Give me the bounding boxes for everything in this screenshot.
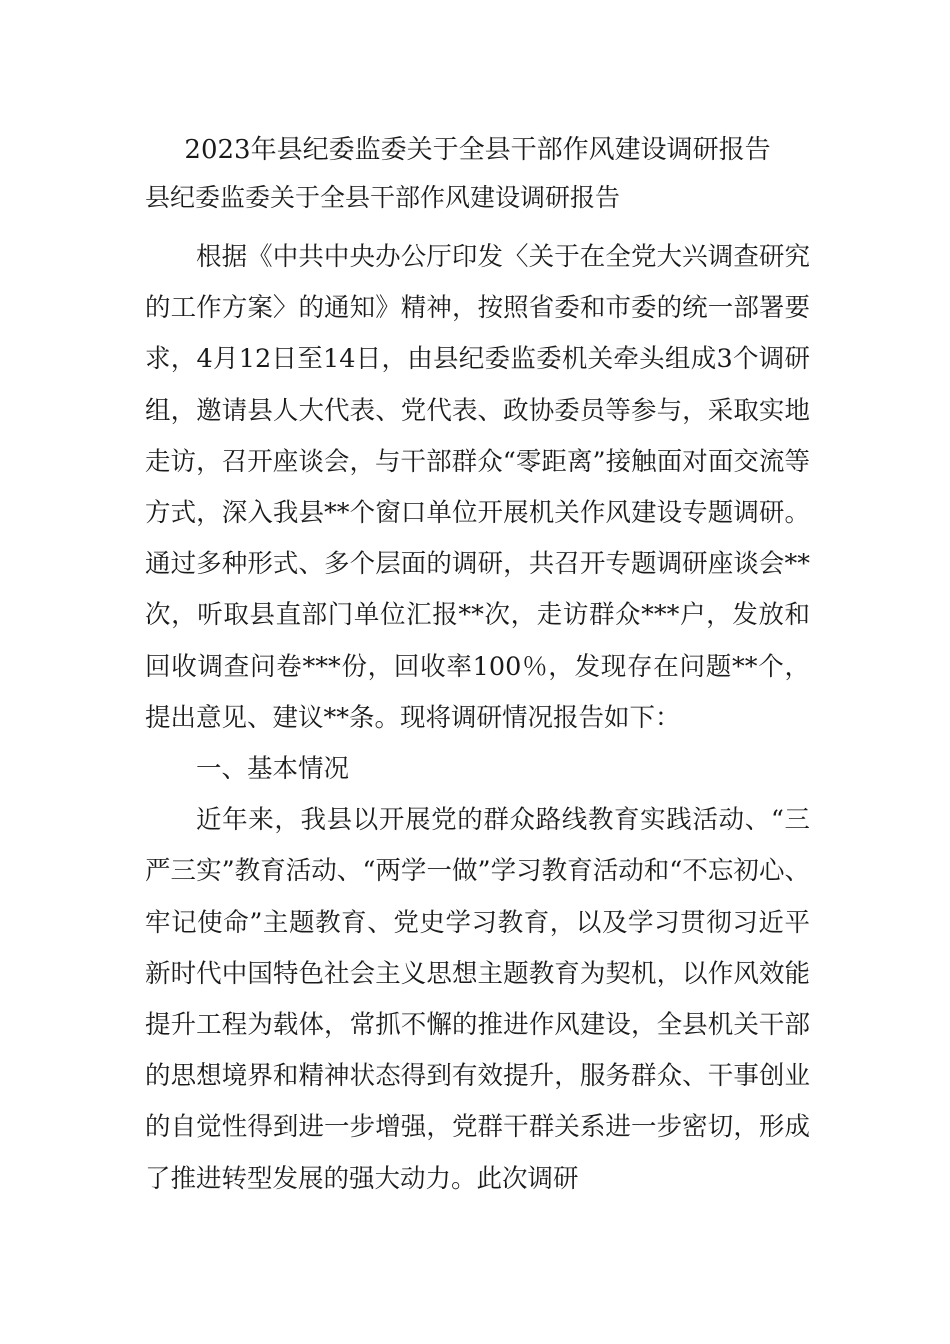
section-heading-basic-situation: 一、基本情况 [196, 754, 350, 785]
document-page [145, 126, 810, 1205]
paragraph-basic-situation: 近年来，我县以开展党的群众路线教育实践活动、“三严三实”教育活动、“两学一做”学习教育活动和“不忘初心、牢记使命”主题教育、党史学习教育，以及学习贯彻习近平新时代中国特色社会主义思想主题教育为契机，以作风效能提升工程为载体，常抓不懈的推进作风建设，全县机关干部的思想境界和精神状态得到有效提升，服务群众、干事创业的自觉性得到进一步增强，党群干群关系进一步密切，形成了推进转型发展的强大动力。此次调研 [145, 805, 810, 1194]
document-title: 2023年县纪委监委关于全县干部作风建设调研报告 [184, 135, 771, 165]
paragraph-intro: 根据《中共中央办公厅印发〈关于在全党大兴调查研究的工作方案〉的通知》精神，按照省委和市委的统一部署要求，4月12日至14日，由县纪委监委机关牵头组成3个调研组，邀请县人大代表、党代表、政协委员等参与，采取实地走访，召开座谈会，与干部群众“零距离”接触面对面交流等方式，深入我县**个窗口单位开展机关作风建设专题调研。通过多种形式、多个层面的调研，共召开专题调研座谈会**次，听取县直部门单位汇报**次，走访群众***户，发放和回收调查问卷***份，回收率100％，发现存在问题**个，提出意见、建议**条。现将调研情况报告如下： [145, 242, 810, 733]
document-subtitle: 县纪委监委关于全县干部作风建设调研报告 [145, 183, 621, 212]
